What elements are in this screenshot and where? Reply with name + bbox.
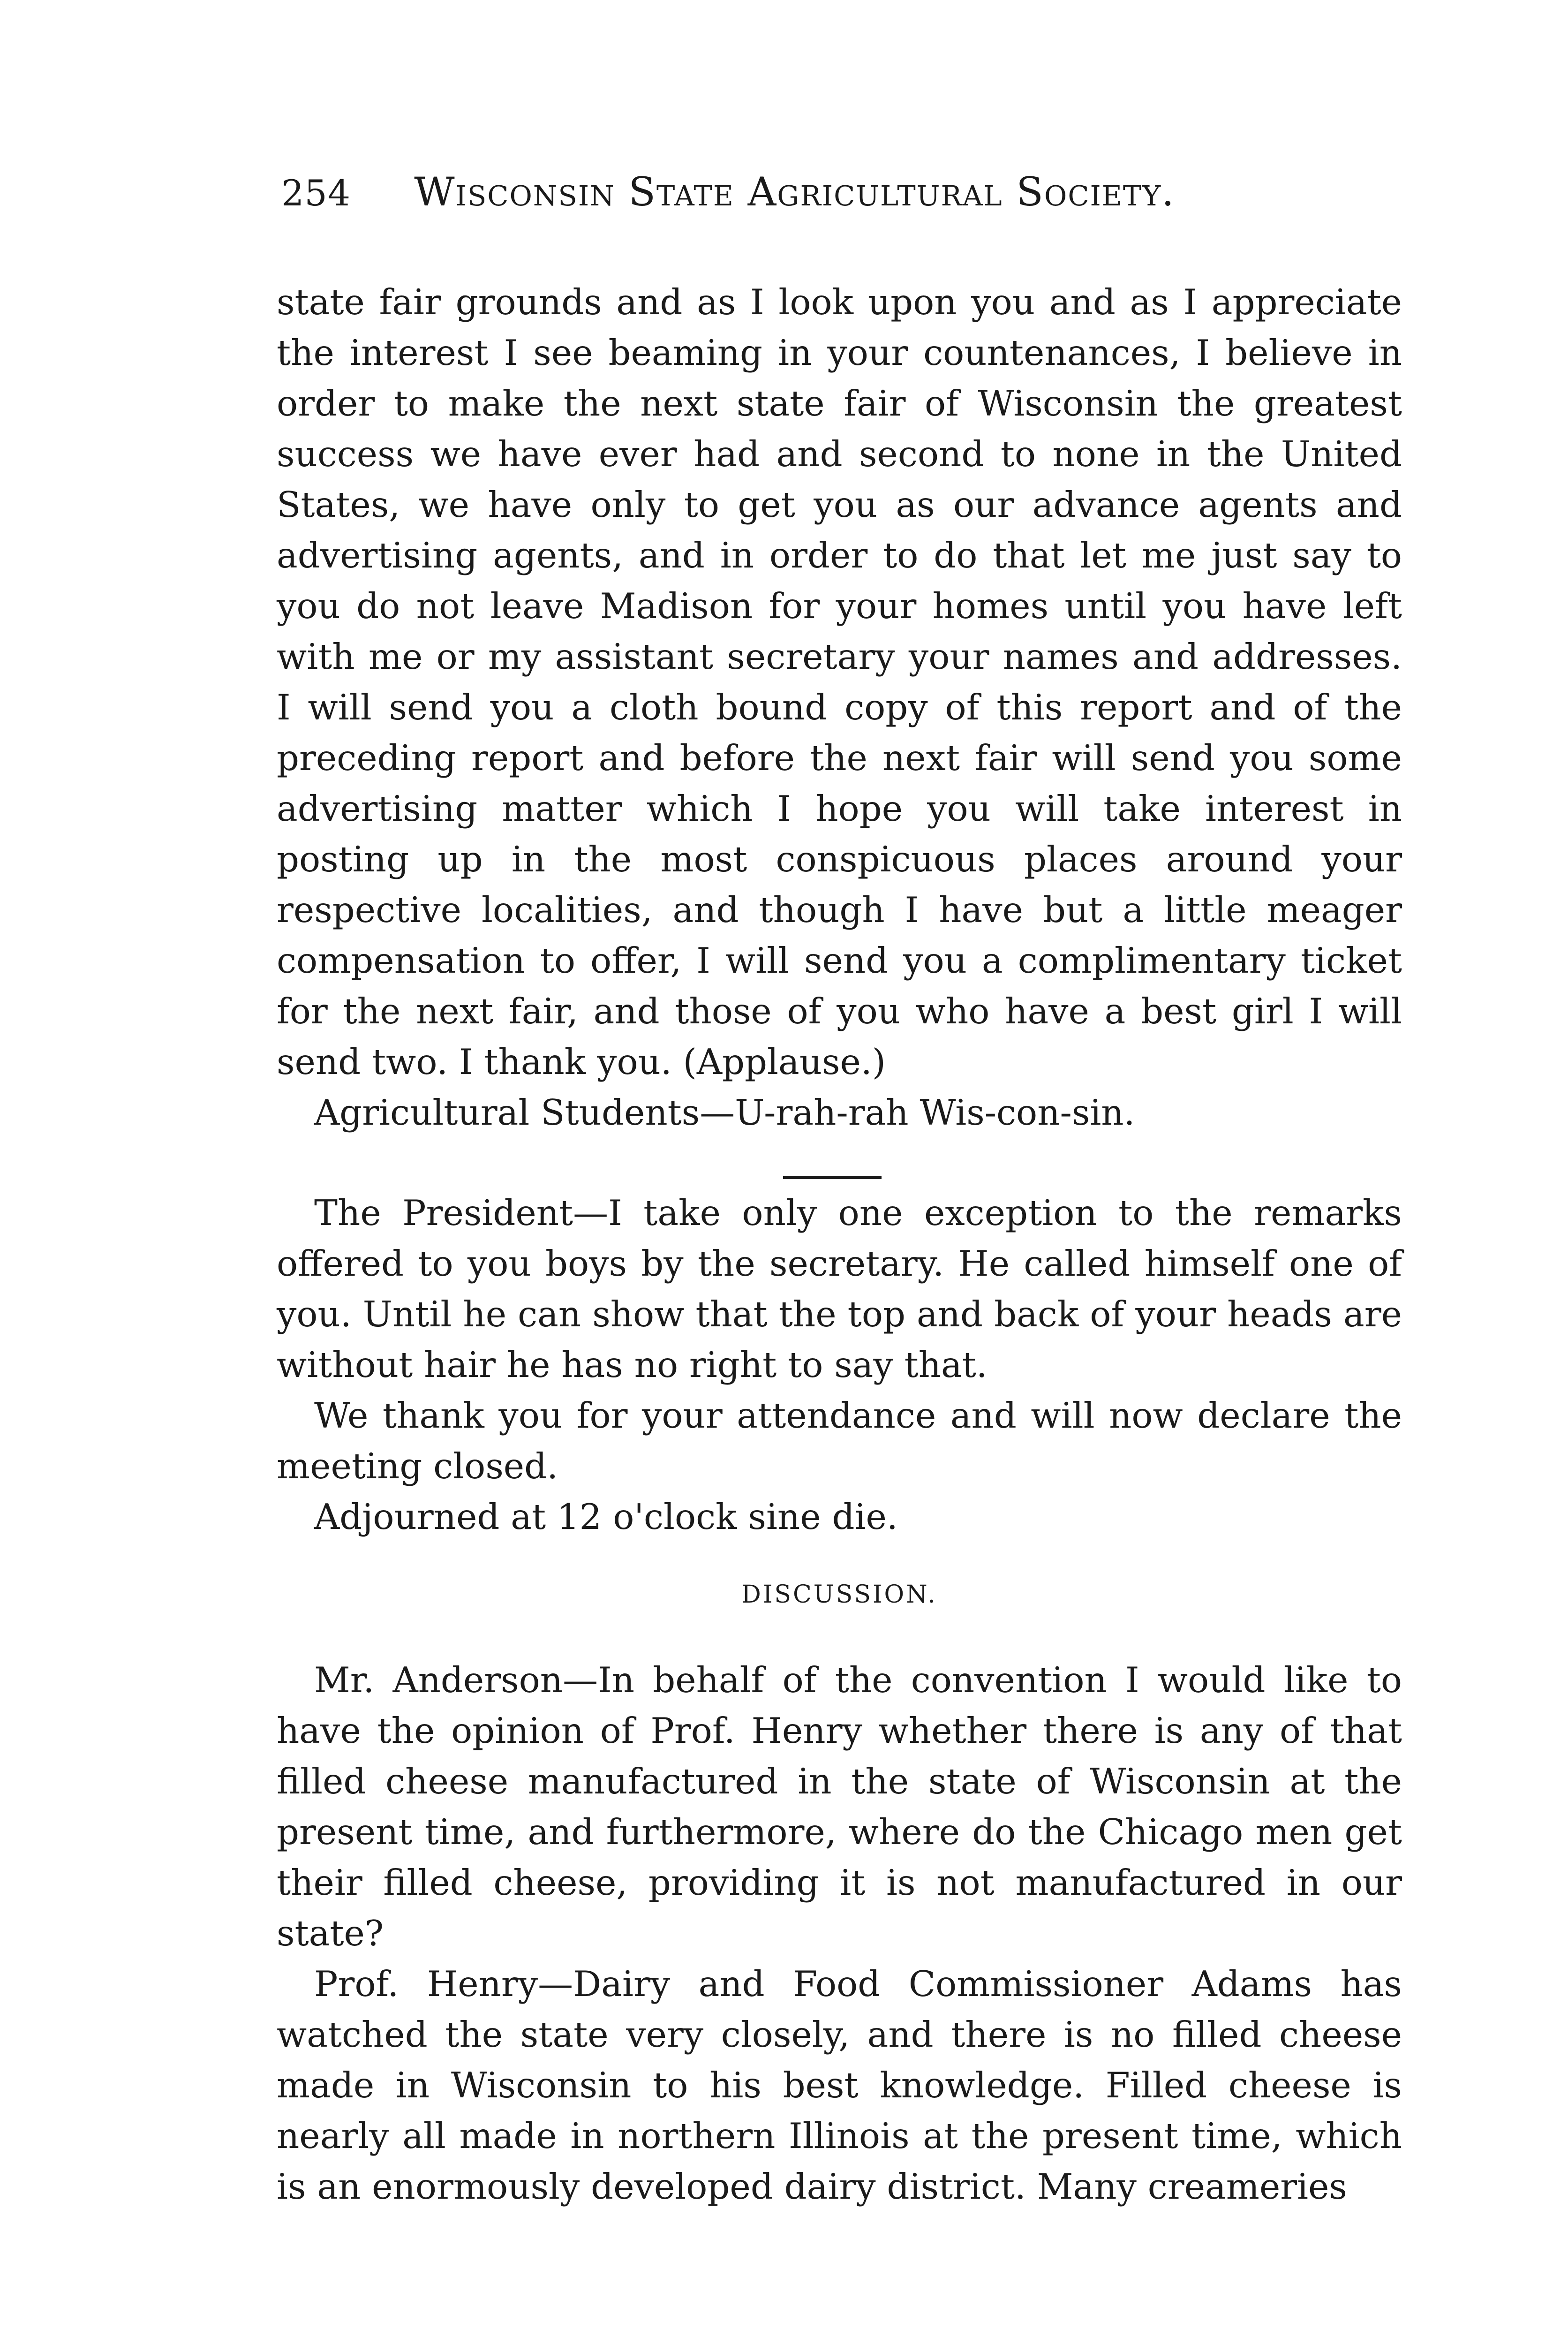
discussion-section	[277, 1655, 1402, 2212]
running-title: Wisconsin State Agricultural Society.	[414, 169, 1175, 215]
anderson-question-paragraph: Mr. Anderson—In behalf of the convention I would like to have the opinion of Prof. Henry whether there is any of that filled cheese manufactured in the state of Wisconsin at the present time, and furthermore, where do the Chicago men get their filled cheese, providing it is not manufactured in our state?	[277, 1659, 1402, 1954]
president-remarks-paragraph: The President—I take only one exception to the remarks offered to you boys by the secretary. He called himself one of you. Until he can show that the top and back of your heads are without hair he has no right to say that.	[277, 1192, 1402, 1385]
discussion-heading: DISCUSSION.	[741, 1581, 937, 1609]
secretary-speech-section	[277, 277, 1402, 1138]
president-remarks-section	[277, 1188, 1402, 1542]
secretary-speech-paragraph: state fair grounds and as I look upon you and as I appreciate the interest I see beaming in your countenances, I believe in order to make the next state fair of Wisconsin the greatest success we have ever had and second to none in the United States, we have only to get you as our advance agents and advertising agents, and in order to do that let me just say to you do not leave Madison for your homes until you have left with me or my assistant secretary your names and addresses. I will send you a cloth bound copy of this report and of the preceding report and before the next fair will send you some advertising matter which I hope you will take interest in posting up in the most conspicuous places around your respective localities, and though I have but a little meager compensation to offer, I will send you a complimentary ticket for the next fair, and those of you who have a best girl I will send two. I thank you. (Applause.)	[277, 281, 1402, 1082]
students-cheer-paragraph: Agricultural Students—U-rah-rah Wis-con-sin.	[314, 1092, 1135, 1133]
adjourned-paragraph: Adjourned at 12 o'clock sine die.	[314, 1496, 898, 1537]
section-divider-rule	[783, 1176, 882, 1179]
page-number: 254	[281, 172, 351, 214]
closing-paragraph: We thank you for your attendance and will now declare the meeting closed.	[277, 1395, 1402, 1487]
henry-answer-paragraph: Prof. Henry—Dairy and Food Commissioner Adams has watched the state very closely, and there is no filled cheese made in Wisconsin to his best knowledge. Filled cheese is nearly all made in northern Illinois at the present time, which is an enormously developed dairy district. Many creameries	[277, 1963, 1402, 2207]
running-header	[281, 169, 1416, 225]
